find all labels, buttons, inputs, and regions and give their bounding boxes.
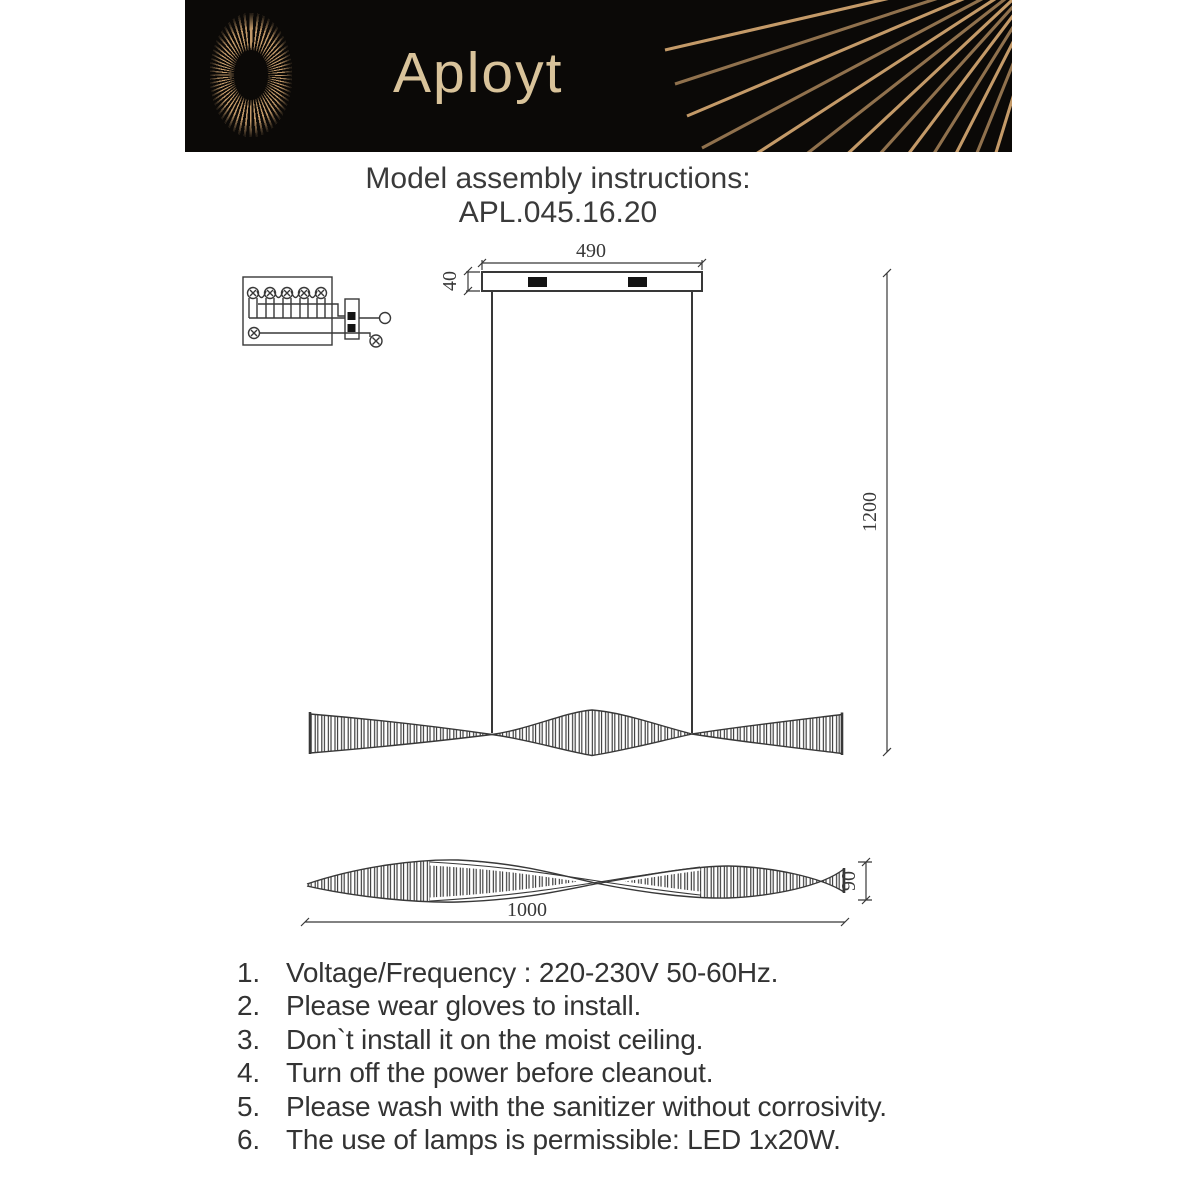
instruction-number: 5. bbox=[237, 1090, 260, 1122]
svg-text:490: 490 bbox=[576, 240, 606, 262]
ceiling-canopy bbox=[482, 272, 702, 291]
svg-text:40: 40 bbox=[439, 271, 461, 291]
instruction-number: 4. bbox=[237, 1057, 260, 1089]
fixture-side-view bbox=[307, 860, 844, 902]
instruction-item bbox=[237, 956, 887, 989]
dim-canopy-height bbox=[439, 267, 480, 295]
instruction-number: 3. bbox=[237, 1023, 260, 1055]
dim-canopy-width bbox=[478, 240, 706, 270]
instruction-number: 1. bbox=[237, 957, 260, 988]
dim-drop-height bbox=[859, 269, 891, 756]
instruction-item bbox=[237, 989, 887, 1022]
instruction-item bbox=[237, 1056, 887, 1089]
instruction-number: 6. bbox=[237, 1123, 260, 1155]
svg-text:1200: 1200 bbox=[859, 492, 881, 532]
instruction-number: 2. bbox=[237, 990, 260, 1022]
instruction-item bbox=[237, 1023, 887, 1056]
fixture-front-view bbox=[310, 710, 842, 756]
mount-slot-left bbox=[528, 277, 547, 287]
instruction-item bbox=[237, 1123, 887, 1156]
dim-fixture-height bbox=[838, 858, 872, 904]
brand-name: Aployt bbox=[393, 41, 564, 105]
svg-text:1000: 1000 bbox=[507, 899, 547, 921]
instruction-text: Turn off the power before cleanout. bbox=[286, 1057, 714, 1089]
instruction-item bbox=[237, 1090, 887, 1123]
instruction-text: The use of lamps is permissible: LED 1x20W. bbox=[286, 1123, 841, 1155]
instruction-text: Please wear gloves to install. bbox=[286, 990, 642, 1022]
page-title: Model assembly instructions: bbox=[365, 162, 751, 195]
svg-text:90: 90 bbox=[838, 871, 860, 891]
model-number: APL.045.16.20 bbox=[458, 196, 658, 229]
wiring-diagram bbox=[243, 277, 391, 347]
mount-slot-right bbox=[628, 277, 647, 287]
instruction-text: Please wash with the sanitizer without corrosivity. bbox=[286, 1090, 887, 1122]
instructions-list bbox=[237, 956, 887, 1156]
instruction-text: Voltage/Frequency : 220-230V 50-60Hz. bbox=[286, 957, 779, 988]
instruction-text: Don`t install it on the moist ceiling. bbox=[286, 1023, 704, 1055]
dim-fixture-length bbox=[301, 899, 849, 926]
